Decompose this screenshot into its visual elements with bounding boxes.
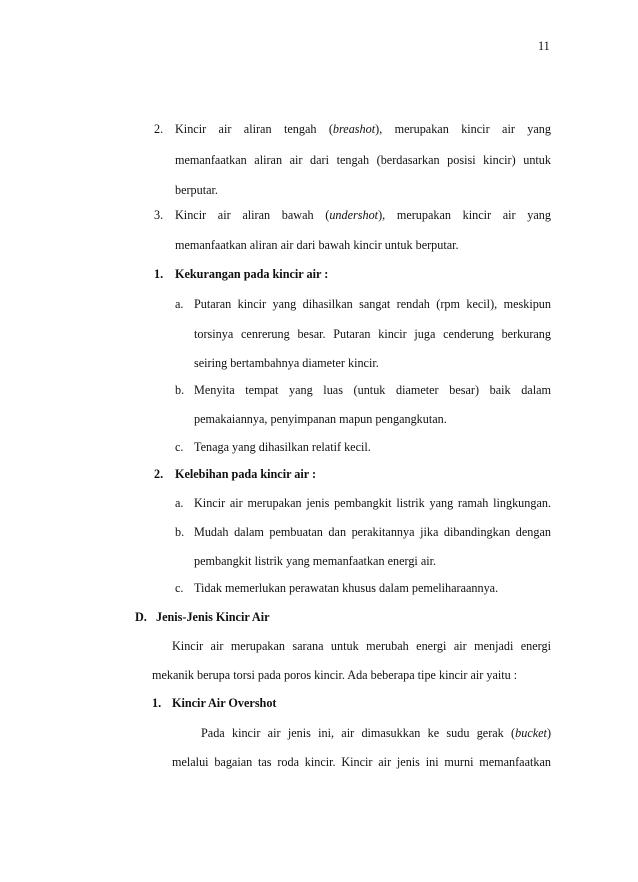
paragraph-line: Kincir air merupakan sarana untuk merubah energi air menjadi energi xyxy=(172,639,551,653)
list-letter: a. xyxy=(175,297,184,311)
list-item-line: Kincir air merupakan jenis pembangkit listrik yang ramah lingkungan. xyxy=(194,496,551,510)
section-number: 2. xyxy=(154,467,164,481)
list-item-line: Tenaga yang dihasilkan relatif kecil. xyxy=(194,440,371,454)
list-letter: b. xyxy=(175,383,185,397)
list-item-line: torsinya cenrerung besar. Putaran kincir juga cenderung berkurang xyxy=(194,327,551,341)
list-item-line: seiring bertambahnya diameter kincir. xyxy=(194,356,379,370)
list-item-line: Mudah dalam pembuatan dan perakitannya jika dibandingkan dengan xyxy=(194,525,551,539)
page-number: 11 xyxy=(538,39,550,53)
list-item-line: Kincir air aliran tengah (breashot), merupakan kincir air yang xyxy=(175,122,551,136)
section-heading: Kekurangan pada kincir air : xyxy=(175,267,329,281)
paragraph-line: melalui bagaian tas roda kincir. Kincir air jenis ini murni memanfaatkan xyxy=(172,755,551,769)
list-item-line: Menyita tempat yang luas (untuk diameter besar) baik dalam xyxy=(194,383,551,397)
list-item-line: pemakaiannya, penyimpanan mapun pengangkutan. xyxy=(194,412,447,426)
section-d-heading: D. Jenis-Jenis Kincir Air xyxy=(135,610,270,624)
subsection-number: 1. xyxy=(152,696,162,710)
subsection-heading: Kincir Air Overshot xyxy=(172,696,277,710)
list-item-line: Putaran kincir yang dihasilkan sangat rendah (rpm kecil), meskipun xyxy=(194,297,551,311)
section-number: 1. xyxy=(154,267,164,281)
paragraph-line: Pada kincir air jenis ini, air dimasukkan ke sudu gerak (bucket) xyxy=(201,726,551,740)
list-letter: c. xyxy=(175,440,184,454)
paragraph-line: mekanik berupa torsi pada poros kincir. Ada beberapa tipe kincir air yaitu : xyxy=(152,668,518,682)
list-letter: c. xyxy=(175,581,184,595)
section-heading: Kelebihan pada kincir air : xyxy=(175,467,317,481)
list-item-line: memanfaatkan aliran air dari bawah kincir untuk berputar. xyxy=(175,238,459,252)
list-letter: a. xyxy=(175,496,184,510)
list-item-line: Tidak memerlukan perawatan khusus dalam pemeliharaannya. xyxy=(194,581,499,595)
list-letter: b. xyxy=(175,525,185,539)
list-number: 3. xyxy=(154,208,164,222)
list-item-line: berputar. xyxy=(175,183,218,197)
list-item-line: pembangkit listrik yang memanfaatkan energi air. xyxy=(194,554,437,568)
list-item-line: memanfaatkan aliran air dari tengah (berdasarkan posisi kincir) untuk xyxy=(175,153,551,167)
list-number: 2. xyxy=(154,122,164,136)
list-item-line: Kincir air aliran bawah (undershot), merupakan kincir air yang xyxy=(175,208,551,222)
